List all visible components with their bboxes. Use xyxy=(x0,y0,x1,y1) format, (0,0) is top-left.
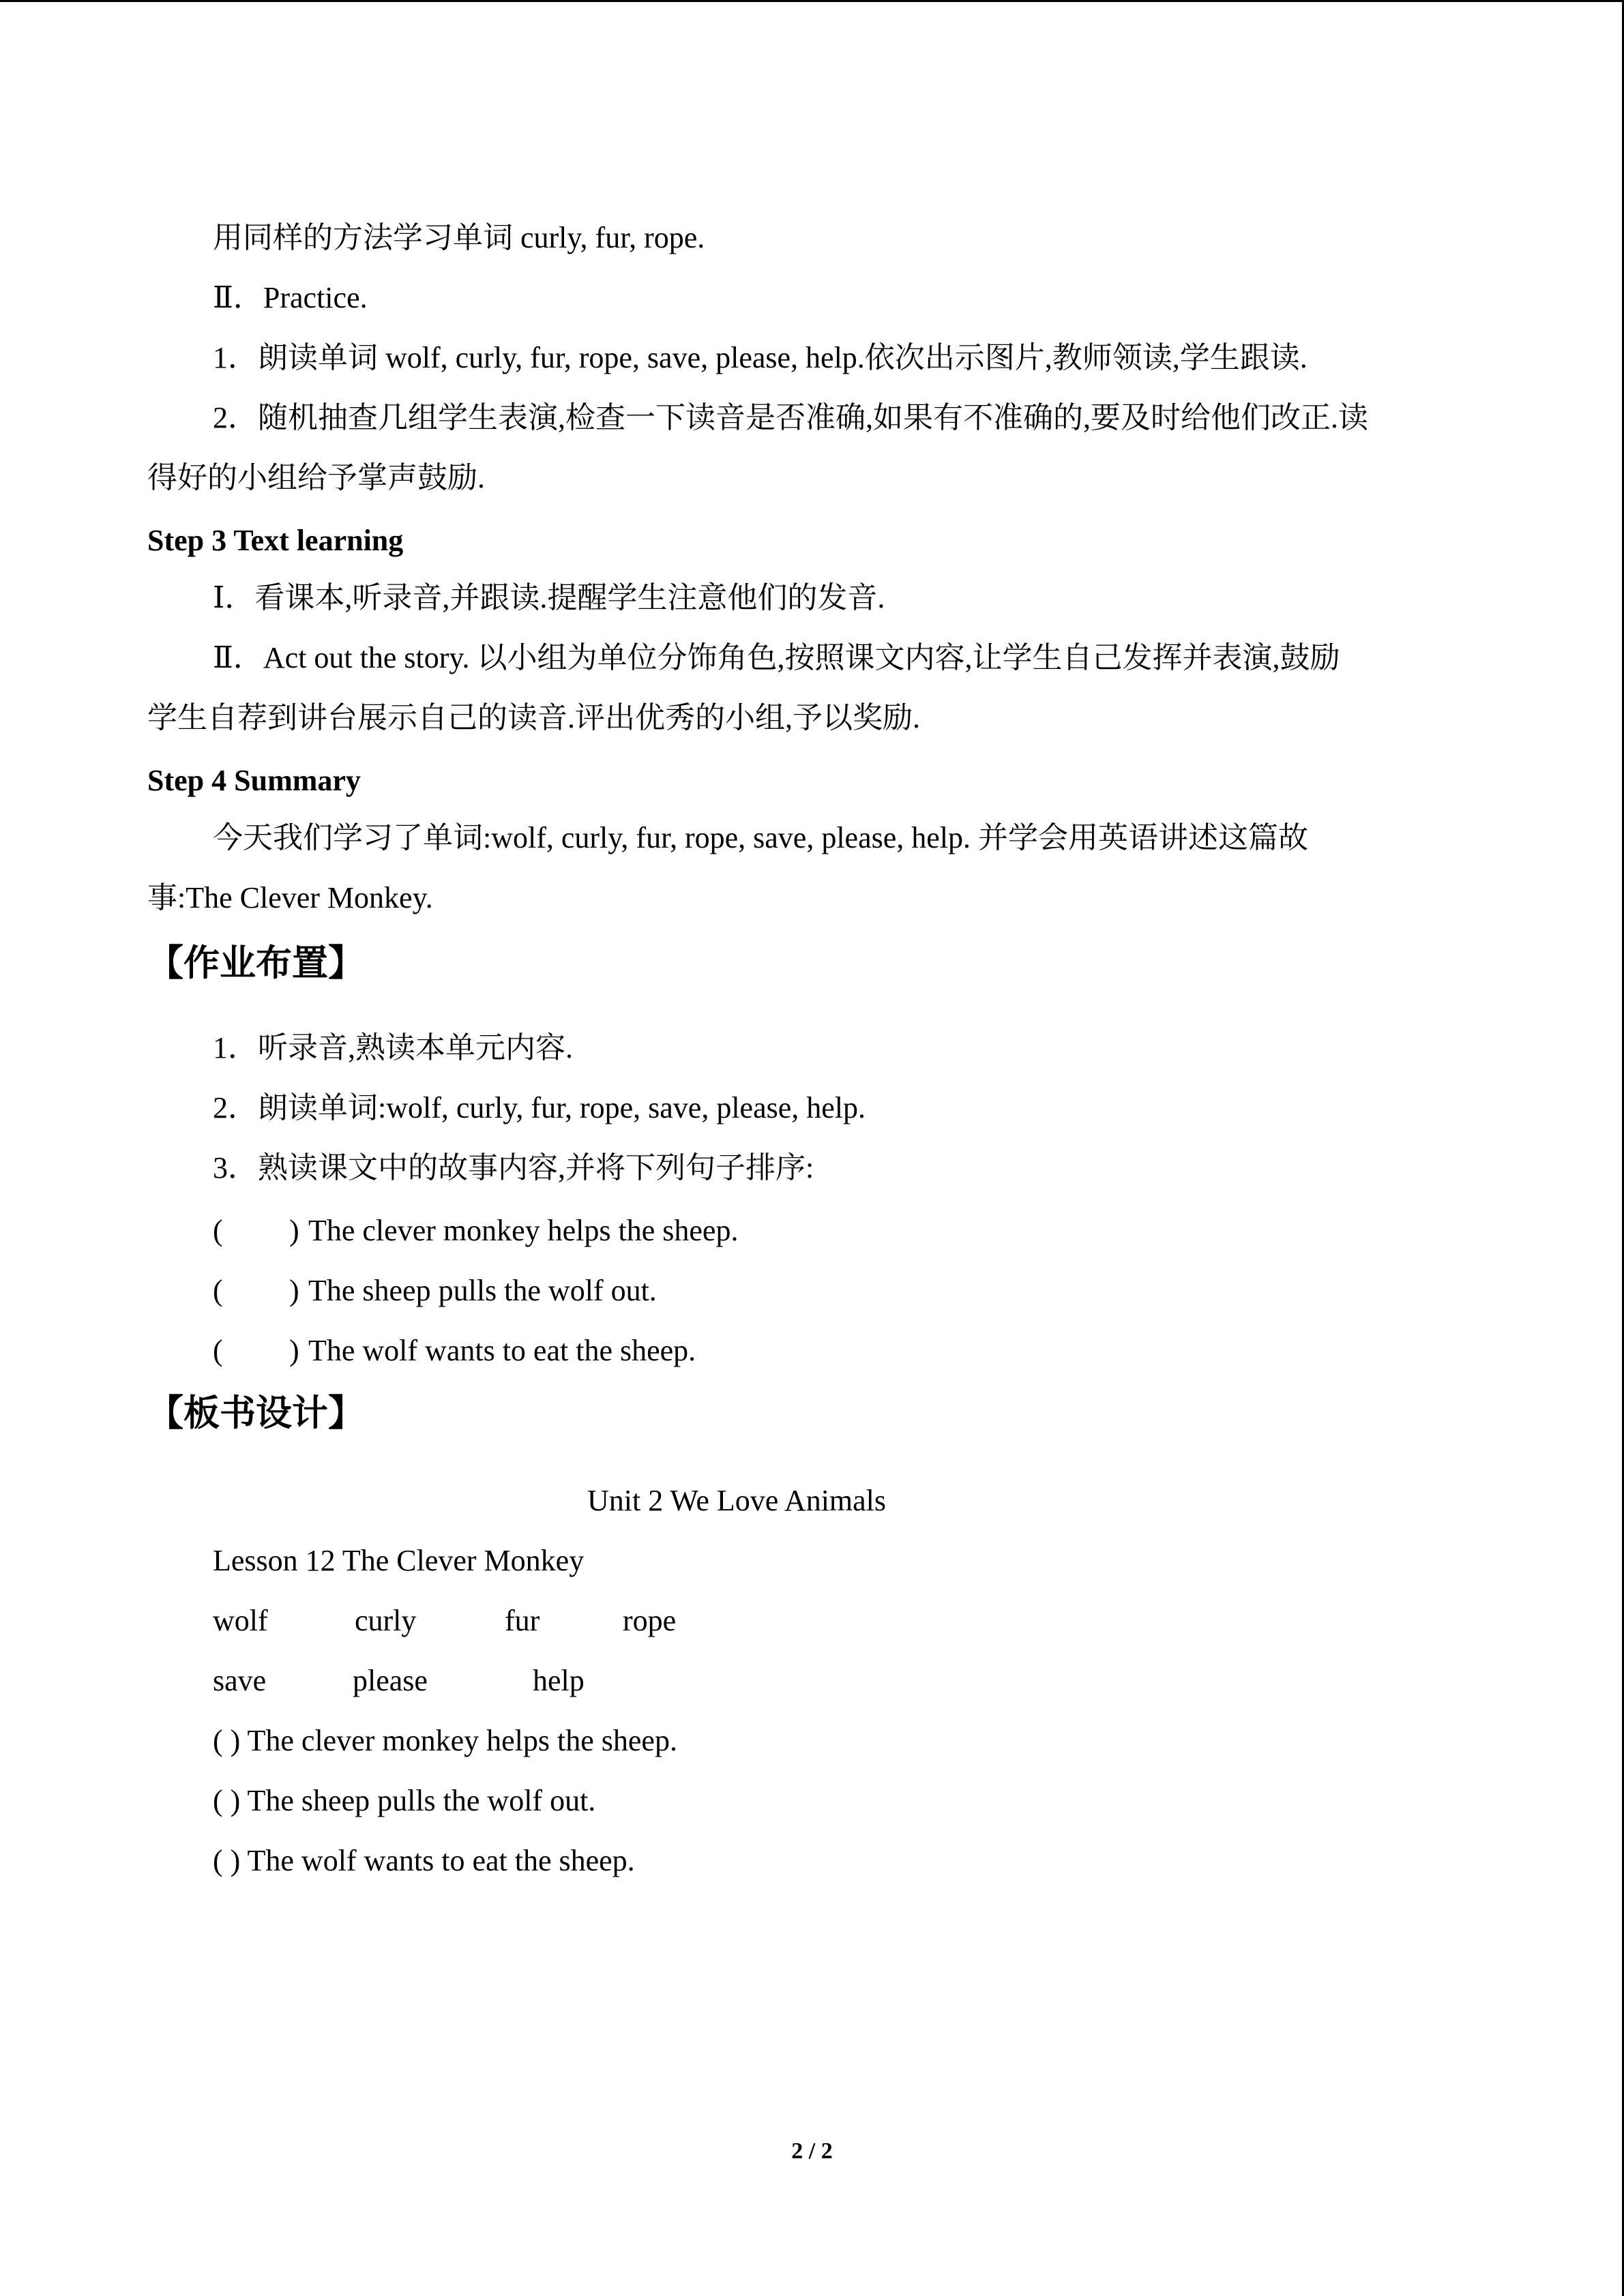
lesson-title: Lesson 12 The Clever Monkey xyxy=(213,1544,585,1577)
page-number: 2 / 2 xyxy=(791,2138,833,2164)
step-3-heading: Step 3 Text learning xyxy=(147,524,404,557)
body-paragraph: 用同样的方法学习单词 curly, fur, rope. xyxy=(213,221,705,254)
vocab-word: save xyxy=(213,1664,267,1697)
ordering-sentence: The clever monkey helps the sheep. xyxy=(308,1214,739,1247)
text-learning-item-2: Ⅱ．Act out the story. 以小组为单位分饰角色,按照课文内容,让学生自己发挥并表演,鼓励 xyxy=(213,641,1340,674)
homework-item-1: 1．听录音,熟读本单元内容. xyxy=(213,1031,573,1064)
vocab-word: fur xyxy=(505,1604,540,1637)
practice-item-2-continued: 得好的小组给予掌声鼓励. xyxy=(147,461,485,494)
vocab-word: please xyxy=(353,1664,428,1697)
vocab-word: curly xyxy=(355,1604,417,1637)
summary-paragraph: 今天我们学习了单词:wolf, curly, fur, rope, save, please, help. 并学会用英语讲述这篇故 xyxy=(213,821,1309,854)
blank-open-paren: ( xyxy=(213,1274,223,1307)
blank-close-paren: ) xyxy=(289,1274,299,1307)
homework-item-3: 3．熟读课文中的故事内容,并将下列句子排序: xyxy=(213,1151,814,1184)
practice-item-2: 2．随机抽查几组学生表演,检查一下读音是否准确,如果有不准确的,要及时给他们改正.读 xyxy=(213,401,1368,434)
step-4-heading: Step 4 Summary xyxy=(147,764,361,797)
board-design-heading: 【板书设计】 xyxy=(147,1392,364,1434)
practice-heading: Ⅱ．Practice. xyxy=(213,281,368,314)
unit-title: Unit 2 We Love Animals xyxy=(587,1484,887,1517)
board-sentence: ( ) The sheep pulls the wolf out. xyxy=(213,1784,596,1817)
ordering-sentence: The wolf wants to eat the sheep. xyxy=(308,1334,696,1367)
blank-open-paren: ( xyxy=(213,1334,223,1367)
homework-item-2: 2．朗读单词:wolf, curly, fur, rope, save, please, help. xyxy=(213,1091,866,1124)
practice-item-1: 1．朗读单词 wolf, curly, fur, rope, save, please, help.依次出示图片,教师领读,学生跟读. xyxy=(213,341,1308,374)
text-learning-item-1: Ⅰ．看课本,听录音,并跟读.提醒学生注意他们的发音. xyxy=(213,581,885,614)
blank-open-paren: ( xyxy=(213,1214,223,1247)
homework-heading: 【作业布置】 xyxy=(147,942,364,984)
ordering-sentence: The sheep pulls the wolf out. xyxy=(308,1274,657,1307)
board-sentence: ( ) The clever monkey helps the sheep. xyxy=(213,1724,677,1757)
vocab-word: help xyxy=(533,1664,585,1697)
text-learning-item-2-continued: 学生自荐到讲台展示自己的读音.评出优秀的小组,予以奖励. xyxy=(147,701,920,734)
blank-close-paren: ) xyxy=(289,1334,299,1367)
board-sentence: ( ) The wolf wants to eat the sheep. xyxy=(213,1844,635,1877)
vocab-word: wolf xyxy=(213,1604,268,1637)
summary-paragraph-continued: 事:The Clever Monkey. xyxy=(147,881,433,914)
vocab-word: rope xyxy=(623,1604,677,1637)
blank-close-paren: ) xyxy=(289,1214,299,1247)
